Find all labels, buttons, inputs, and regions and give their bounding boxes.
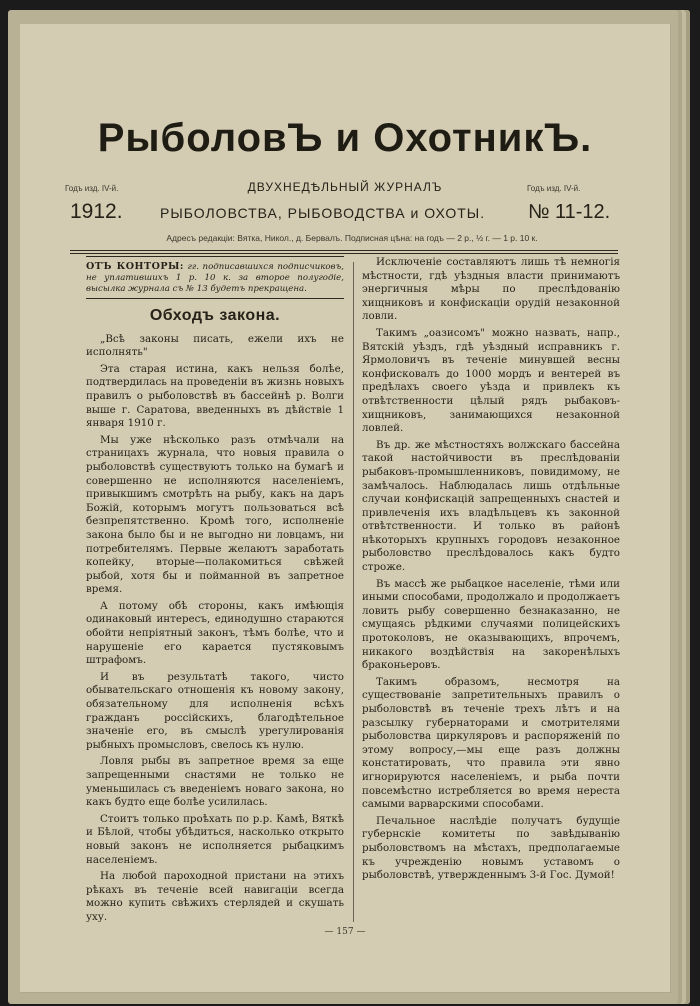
header-rule-thin bbox=[70, 253, 618, 254]
article-title: Обходъ закона. bbox=[149, 307, 281, 324]
year-of-publication-left: Годъ изд. IV-й. bbox=[65, 184, 119, 193]
article-paragraph: На любой пароходной пристани на этихъ рѣкахъ въ теченіе всей навигаціи всегда можно купить свѣжихъ стерлядей и скушать уху. bbox=[86, 870, 344, 923]
article-paragraph: Ловля рыбы въ запретное время за еще запрещенными снастями не только не уменьшилась съ введеніемъ новаго закона, но какъ будто еще болѣе усилилась. bbox=[86, 755, 344, 809]
article-paragraph: „Всѣ законы писать, ежели ихъ не исполнять" bbox=[86, 332, 344, 359]
office-notice-label: ОТЪ КОНТОРЫ: bbox=[86, 261, 184, 272]
issue-number: № 11-12. bbox=[528, 201, 611, 223]
page-number: — 157 — bbox=[324, 927, 366, 937]
right-column bbox=[362, 256, 620, 886]
article-paragraph: А потому обѣ стороны, какъ имѣющія одинаковый интересъ, единодушно стараются обойти непріятный законъ, тѣмъ болѣе, что и нарушеніе его карается пустяковымъ штрафомъ. bbox=[86, 599, 344, 667]
office-notice bbox=[86, 256, 344, 299]
article-paragraph: Въ массѣ же рыбацкое населеніе, тѣми или иными способами, продолжало и продолжаетъ ловить рыбу совершенно безнаказанно, не смущаясь рѣдкими случаями полицейскихъ протоколовъ, не оказывающихъ, впрочемъ, никакого воздѣйствія на закоренѣлыхъ браконьеровъ. bbox=[362, 577, 620, 672]
article-paragraph: И въ результатѣ такого, чисто обывательскаго отношенія къ новому закону, обязательному для исполненія всѣхъ гражданъ россійскихъ, благодѣтельное значеніе его, въ смыслѣ урегулированія рыбныхъ промысловъ, свелось къ нулю. bbox=[86, 670, 344, 751]
article-paragraph: Эта старая истина, какъ нельзя болѣе, подтвердилась на проведеніи въ жизнь новыхъ правилъ о рыболовствѣ въ бассейнѣ р. Волги выше г. Саратова, введенныхъ въ дѣйствіе 1 января 1910 г. bbox=[86, 362, 344, 430]
article-paragraph: Исключеніе составляютъ лишь тѣ немногія мѣстности, гдѣ уѣздныя власти принимаютъ энергичныя мѣры по преслѣдованію хищниковъ и конфискаціи орудій незаконной ловли. bbox=[362, 256, 620, 323]
office-notice-text: гг. подписавшихся подписчиковъ, не уплатившихъ 1 р. 10 к. за второе полугодіе, высылка журнала съ № 13 будетъ прекращена. bbox=[86, 262, 345, 294]
article-paragraph: Мы уже нѣсколько разъ отмѣчали на страницахъ журнала, что новыя правила о рыболовствѣ существуютъ только на бумагѣ и совершенно не исполняются населеніемъ, привыкшимъ смотрѣть на рыбу, какъ на даръ Божій, которымъ могутъ пользоваться всѣ безпрепятственно. Кромѣ того, исполненіе закона было бы и не выгодно ни ловцамъ, ни потребителямъ. Первые желаютъ заработать копейку, вторые—полакомиться свѣжей рыбой, хотя бы и пойманной въ запретное время. bbox=[86, 433, 344, 596]
article-paragraph: Такимъ образомъ, несмотря на существованіе запретительныхъ правилъ о рыболовствѣ въ теченіе трехъ лѣтъ и на разсылку губернаторами и смотрителями рыболовства циркуляровъ и распоряженій по этому вопросу,—мы еще разъ должны констатировать, что правила эти явно игнорируются населеніемъ, и рыба почти повсемѣстно истребляется во время нереста самыми варварскими способами. bbox=[362, 675, 620, 811]
editorial-address: Адресъ редакціи: Вятка, Никол., д. Бервалъ. Подписная цѣна: на годъ — 2 р., ½ г. — 1 р. 10 к. bbox=[166, 233, 538, 243]
article-paragraph: Въ др. же мѣстностяхъ волжскаго бассейна такой настойчивости въ преслѣдованіи рыбаковъ-промышленниковъ, повидимому, не замѣчалось. Наблюдалась лишь отдѣльные случаи конфискацій запрещенныхъ снастей и привлеченія ихъ владѣльцевъ къ законной отвѣтственности. И только въ районѣ нѣкоторыхъ крупныхъ городовъ незаконное рыболовство преслѣдовалось какъ будто строже. bbox=[362, 438, 620, 574]
left-column bbox=[86, 256, 344, 928]
masthead-subtitle: ДВУХНЕДѢЛЬНЫЙ ЖУРНАЛЪ bbox=[247, 180, 443, 194]
page-stack bbox=[8, 10, 690, 1004]
masthead-subject: РЫБОЛОВСТВА, РЫБОВОДСТВА и ОХОТЫ. bbox=[160, 205, 486, 221]
article-paragraph: Печальное наслѣдіе получатъ будущіе губернскіе комитеты по завѣдыванію рыболовствомъ на мѣстахъ, предполагаемые къ учрежденію новымъ уставомъ о рыболовствѣ, утвержденнымъ 3-й Гос. Думой! bbox=[362, 814, 620, 882]
masthead-year: 1912. bbox=[70, 200, 123, 223]
article-paragraph: Стоитъ только проѣхать по р.р. Камѣ, Вяткѣ и Бѣлой, чтобы убѣдиться, насколько открыто новый законъ не исполняется рыбацкимъ населеніемъ. bbox=[86, 812, 344, 866]
journal-page bbox=[20, 24, 670, 992]
column-divider bbox=[353, 262, 354, 922]
masthead-title: РыболовЪ и ОхотникЪ. bbox=[97, 116, 593, 160]
header-rule-thick bbox=[70, 250, 618, 251]
article-paragraph: Такимъ „оазисомъ" можно назвать, напр., Вятскій уѣздъ, гдѣ уѣздный исправникъ г. Ярмоловичъ въ теченіе минувшей весны конфисковалъ до 1000 мордъ и вентерей въ предѣлахъ своего уѣзда и привлекъ къ отвѣтственности цѣлый рядъ рыбаковъ-хищниковъ, занимающихся незаконной ловлей. bbox=[362, 326, 620, 435]
year-of-publication-right: Годъ изд. IV-й. bbox=[527, 184, 581, 193]
